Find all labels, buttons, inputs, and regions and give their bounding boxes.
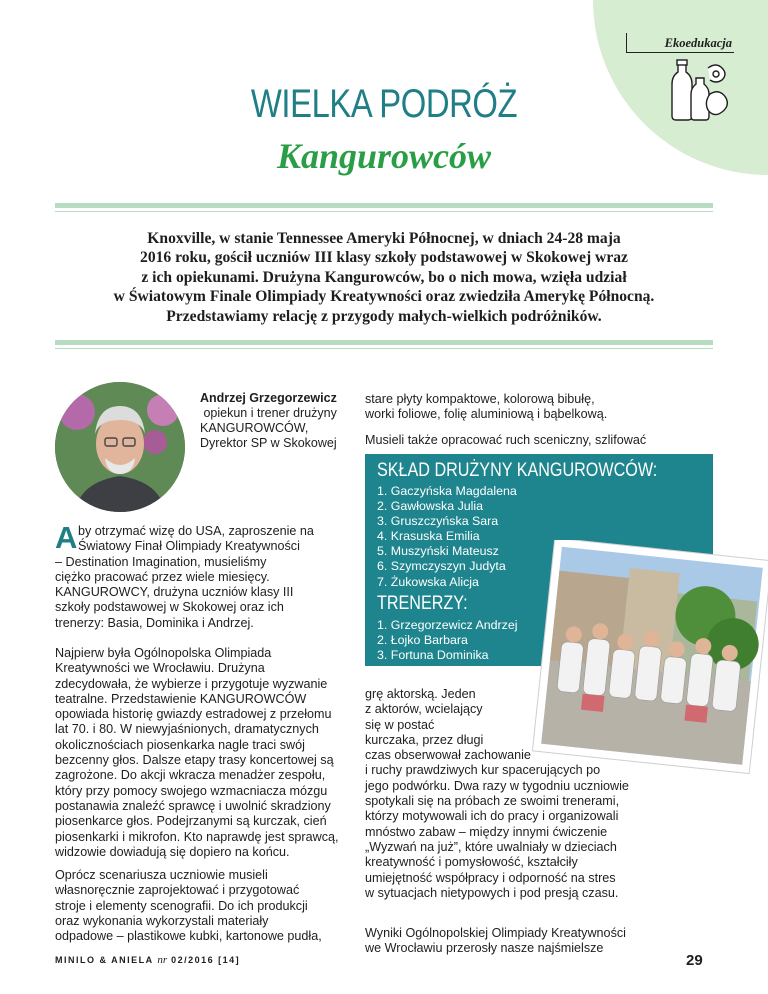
text-line: spotykali się na próbach ze swoimi trenerami, [365,794,620,809]
text-line: grę aktorską. Jeden [365,687,476,701]
text-line: kurczaka, przez długi [365,732,484,747]
lead-line: z ich opiekunami. Drużyna Kangurowców, bo o nich mowa, wzięła udział [141,268,627,286]
author-role: KANGUROWCÓW, [200,421,309,435]
text-line: worki foliowe, folię aluminiową i bąbelkową. [365,407,608,422]
text-line: trenerzy: Basia, Dominika i Andrzej. [55,615,254,630]
col2-paragraph-4 [365,926,626,957]
team-member: 4. Krasuska Emilia [377,529,480,544]
author-role: Dyrektor SP w Skokowej [200,436,337,450]
text-line: którzy motywowali ich do pracy i organizowali [365,809,619,824]
coach: 2. Łojko Barbara [377,633,468,648]
coaches-list [377,618,517,663]
section-divider [626,33,627,53]
text-line: szkoły podstawowej w Skokowej oraz ich [55,600,284,615]
text-line: ciężko pracować przez wiele miesięcy. [55,569,270,584]
team-list [377,484,517,590]
drop-cap: A [55,520,78,555]
text-line: lat 70. i 80. W niewyjaśnionych, dramatycznych [55,722,319,737]
text-line: kreatywność i pomysłowość, kształciły [365,855,578,870]
text-line: własnoręcznie zaprojektować i przygotować [55,883,300,898]
text-line: „Wyzwań na już”, które uwalniały w dzieciach [365,839,617,854]
team-member: 3. Gruszczyńska Sara [377,514,499,529]
team-title: SKŁAD DRUŻYNY KANGUROWCÓW: [377,460,658,481]
divider-top-thin [55,211,713,212]
text-line: w sytuacjach nietypowych i pod presją czasu. [365,885,619,900]
text-line: oraz wykonania wykorzystali materiały [55,913,269,928]
text-line: stare płyty kompaktowe, kolorową bibułę, [365,392,595,406]
text-line: czas obserwował zachowanie [365,748,531,763]
coaches-title: TRENERZY: [377,593,468,614]
divider-top [55,203,713,208]
text-line: okolicznościach piosenkarka nagle traci swój [55,737,305,752]
text-line: Oprócz scenariusza uczniowie musieli [55,868,268,882]
article-title: WIELKA PODRÓŻ [250,82,518,126]
text-line: Musieli także opracować ruch sceniczny, szlifować [365,433,647,447]
text-line: umiejętność współpracy i odporność na stres [365,870,616,885]
text-line: widzowie dowiadują się dopiero na końcu. [55,844,290,859]
text-line: Wyniki Ogólnopolskiej Olimpiady Kreatywności [365,926,626,940]
col1-paragraph-3 [55,868,322,944]
text-line: Kreatywności we Wrocławiu. Drużyna [55,661,265,676]
lead-line: 2016 roku, gościł uczniów III klasy szkoły podstawowej w Skokowej wraz [140,249,628,267]
text-line: się w postać [365,717,435,732]
text-line: który przy pomocy swojego wzmacniacza mózgu [55,783,328,798]
text-line: by otrzymać wizę do USA, zaproszenie na [78,524,314,538]
text-line: opowiada historię gwiazdy estradowej z przełomu [55,707,332,722]
text-line: Światowy Finał Olimpiady Kreatywności [78,539,300,554]
text-line: zdecydowała, że wybierze i przygotuje wyzwanie [55,676,328,691]
team-member: 6. Szymczyszyn Judyta [377,559,506,574]
issue-number: 02/2016 [14] [171,955,241,965]
col1-paragraph-2 [55,646,339,860]
lead-line: w Światowym Finale Olimpiady Kreatywności oraz zwiedziła Amerykę Północną. [113,288,655,306]
author-photo [55,382,185,512]
author-name: Andrzej Grzegorzewicz [200,391,337,405]
lead-line: Przedstawiamy relację z przygody małych-wielkich podróżników. [166,307,602,325]
text-line: jego podwórku. Dwa razy w tygodniu uczniowie [365,778,629,793]
issue-label: nr [157,954,168,966]
team-member: 7. Żukowska Alicja [377,574,479,589]
text-line: piosenkarki i mikrofon. Kto naprawdę jest sprawcą, [55,829,339,844]
text-line: teatralne. Przedstawienie KANGUROWCÓW [55,691,307,706]
lead-paragraph [60,229,708,326]
text-line: odpadowe – plastikowe kubki, kartonowe pudła, [55,929,322,944]
divider-bottom [55,340,713,345]
text-line: Najpierw była Ogólnopolska Olimpiada [55,646,272,660]
text-line: mnóstwo zabaw – między innymi ćwiczenie [365,824,608,839]
coach: 3. Fortuna Dominika [377,648,489,663]
lead-line: Knoxville, w stanie Tennessee Ameryki Północnej, w dniach 24-28 maja [147,230,621,247]
col2-paragraph-3 [365,687,629,901]
text-line: i ruchy prawdziwych kur spacerujących po [365,763,601,778]
page-number: 29 [686,952,703,969]
footer-magazine [55,954,240,966]
author-caption [200,391,337,451]
team-member: 2. Gawłowska Julia [377,499,484,514]
team-member: 5. Muszyński Mateusz [377,544,499,559]
col2-paragraph-2 [365,433,646,448]
text-line: zagrożone. Do akcji wkracza menadżer zespołu, [55,768,326,783]
text-line: bezcenny głos. Dalsze etapy trasy koncertowej są [55,753,334,768]
text-line: KANGUROWCY, drużyna uczniów klasy III [55,585,294,600]
text-line: – Destination Imagination, musieliśmy [55,554,267,569]
section-underline [626,52,734,53]
team-member: 1. Gaczyńska Magdalena [377,484,517,498]
author-role: opiekun i trener drużyny [200,406,337,420]
text-line: piosenkarce głos. Podejrzanymi są kurczak, cień [55,814,327,829]
magazine-name: MINILO & ANIELA [55,955,154,965]
coach: 1. Grzegorzewicz Andrzej [377,618,518,632]
section-label: Ekoedukacja [664,36,732,50]
text-line: we Wrocławiu przerosły nasze najśmielsze [365,941,604,956]
col1-paragraph-1 [55,520,314,631]
article-subtitle: Kangurowców [276,136,492,176]
col2-paragraph-1 [365,392,607,423]
text-line: z aktorów, wcielający [365,702,483,717]
text-line: postanawia znaleźć sprawcę i uwolnić skradziony [55,798,331,813]
text-line: stroje i elementy scenografii. Do ich produkcji [55,898,308,913]
divider-bottom-thin [55,348,713,349]
